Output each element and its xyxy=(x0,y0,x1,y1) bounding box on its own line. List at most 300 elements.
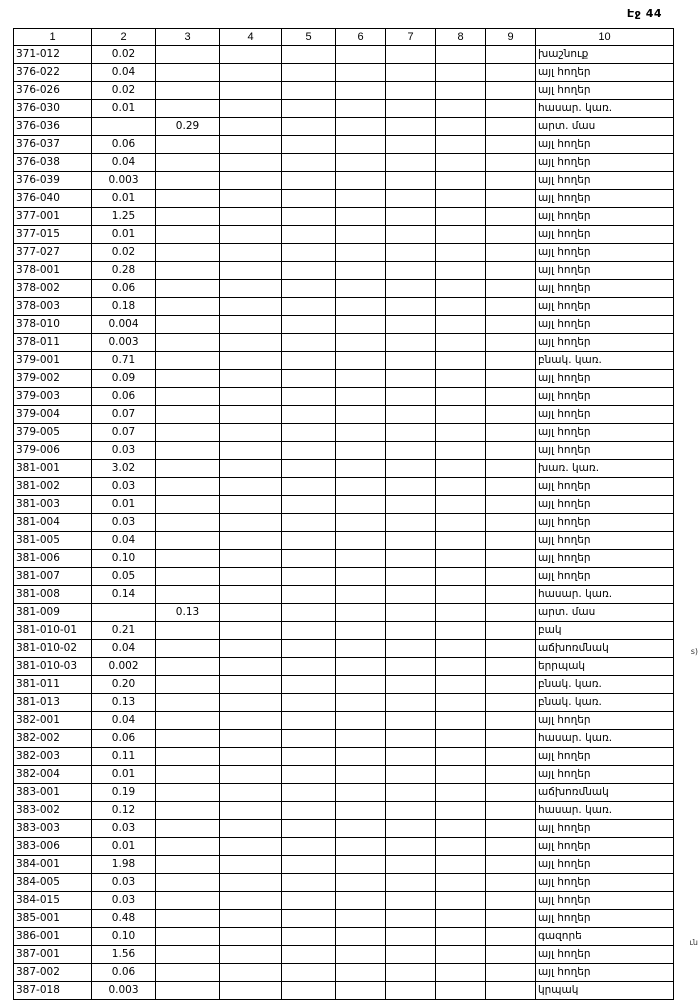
table-row xyxy=(14,100,674,118)
cell-empty-col9 xyxy=(486,226,536,244)
cell-empty-col9 xyxy=(486,892,536,910)
cell-area-col3 xyxy=(156,802,220,820)
cell-area-col3: 0.29 xyxy=(156,118,220,136)
cell-empty-col8 xyxy=(436,172,486,190)
cell-empty-col8 xyxy=(436,658,486,676)
cell-area-col3 xyxy=(156,460,220,478)
cell-empty-col7 xyxy=(386,820,436,838)
cell-empty-col9 xyxy=(486,172,536,190)
cell-empty-col4 xyxy=(220,406,282,424)
cell-empty-col6 xyxy=(336,910,386,928)
cell-empty-col9 xyxy=(486,262,536,280)
cell-empty-col9 xyxy=(486,82,536,100)
cell-area-col3 xyxy=(156,874,220,892)
cell-land-use-note: այլ հողեր xyxy=(536,496,674,514)
cell-empty-col7 xyxy=(386,100,436,118)
cell-empty-col4 xyxy=(220,802,282,820)
cell-area-col3 xyxy=(156,136,220,154)
cell-parcel-code: 381-010-01 xyxy=(14,622,92,640)
cell-empty-col7 xyxy=(386,676,436,694)
cell-area-col2: 0.48 xyxy=(92,910,156,928)
column-header-3: 3 xyxy=(156,29,220,46)
cell-empty-col5 xyxy=(282,550,336,568)
cell-empty-col4 xyxy=(220,946,282,964)
column-header-8: 8 xyxy=(436,29,486,46)
cell-empty-col9 xyxy=(486,460,536,478)
cell-empty-col8 xyxy=(436,532,486,550)
cell-area-col3 xyxy=(156,280,220,298)
cell-parcel-code: 381-010-03 xyxy=(14,658,92,676)
cell-empty-col6 xyxy=(336,964,386,982)
cell-empty-col5 xyxy=(282,442,336,460)
cell-empty-col7 xyxy=(386,910,436,928)
cell-empty-col5 xyxy=(282,298,336,316)
table-row xyxy=(14,136,674,154)
cell-parcel-code: 381-009 xyxy=(14,604,92,622)
cell-parcel-code: 377-001 xyxy=(14,208,92,226)
cell-land-use-note: հասար. կառ. xyxy=(536,586,674,604)
cell-land-use-note: այլ հողեր xyxy=(536,316,674,334)
cell-area-col2: 0.03 xyxy=(92,874,156,892)
cell-parcel-code: 376-039 xyxy=(14,172,92,190)
cell-empty-col6 xyxy=(336,388,386,406)
cell-empty-col9 xyxy=(486,388,536,406)
cell-land-use-note: այլ հողեր xyxy=(536,892,674,910)
cell-empty-col9 xyxy=(486,928,536,946)
cell-empty-col8 xyxy=(436,388,486,406)
cell-empty-col9 xyxy=(486,748,536,766)
cell-empty-col4 xyxy=(220,190,282,208)
cell-parcel-code: 377-015 xyxy=(14,226,92,244)
cell-empty-col5 xyxy=(282,820,336,838)
cell-empty-col7 xyxy=(386,406,436,424)
cell-parcel-code: 377-027 xyxy=(14,244,92,262)
table-row xyxy=(14,118,674,136)
table-row xyxy=(14,172,674,190)
cell-parcel-code: 378-010 xyxy=(14,316,92,334)
cell-empty-col5 xyxy=(282,838,336,856)
cell-empty-col5 xyxy=(282,334,336,352)
cell-land-use-note: այլ հողեր xyxy=(536,406,674,424)
cell-empty-col5 xyxy=(282,244,336,262)
table-row xyxy=(14,424,674,442)
cell-land-use-note: այլ հողեր xyxy=(536,946,674,964)
cell-empty-col9 xyxy=(486,298,536,316)
column-header-2: 2 xyxy=(92,29,156,46)
cell-area-col3 xyxy=(156,568,220,586)
table-row xyxy=(14,856,674,874)
cell-empty-col6 xyxy=(336,100,386,118)
cell-empty-col4 xyxy=(220,748,282,766)
cell-empty-col4 xyxy=(220,64,282,82)
cell-empty-col7 xyxy=(386,64,436,82)
cell-empty-col7 xyxy=(386,856,436,874)
cell-empty-col4 xyxy=(220,46,282,64)
cell-land-use-note: գազորե xyxy=(536,928,674,946)
cell-empty-col4 xyxy=(220,640,282,658)
cell-empty-col7 xyxy=(386,784,436,802)
cell-empty-col9 xyxy=(486,442,536,460)
cell-empty-col6 xyxy=(336,298,386,316)
cell-land-use-note: արտ. մաս xyxy=(536,604,674,622)
cell-parcel-code: 381-006 xyxy=(14,550,92,568)
cell-empty-col8 xyxy=(436,118,486,136)
cell-empty-col7 xyxy=(386,370,436,388)
cell-land-use-note: խառ. կառ. xyxy=(536,460,674,478)
cell-empty-col8 xyxy=(436,406,486,424)
cell-empty-col6 xyxy=(336,784,386,802)
cell-land-use-note: հասար. կառ. xyxy=(536,100,674,118)
table-row xyxy=(14,316,674,334)
table-row xyxy=(14,802,674,820)
cell-land-use-note: այլ հողեր xyxy=(536,154,674,172)
column-header-10: 10 xyxy=(536,29,674,46)
cell-area-col2: 0.07 xyxy=(92,406,156,424)
cell-empty-col8 xyxy=(436,640,486,658)
table-row xyxy=(14,748,674,766)
cell-empty-col9 xyxy=(486,874,536,892)
cell-empty-col6 xyxy=(336,478,386,496)
cell-parcel-code: 378-011 xyxy=(14,334,92,352)
cell-empty-col5 xyxy=(282,280,336,298)
cell-land-use-note: բակ xyxy=(536,622,674,640)
cell-empty-col5 xyxy=(282,748,336,766)
cell-empty-col5 xyxy=(282,856,336,874)
cell-empty-col4 xyxy=(220,154,282,172)
cell-empty-col4 xyxy=(220,658,282,676)
cell-empty-col4 xyxy=(220,316,282,334)
cell-land-use-note: այլ հողեր xyxy=(536,388,674,406)
table-row xyxy=(14,928,674,946)
cell-empty-col6 xyxy=(336,694,386,712)
cell-empty-col5 xyxy=(282,190,336,208)
cell-area-col3 xyxy=(156,838,220,856)
cell-land-use-note: այլ հողեր xyxy=(536,856,674,874)
cell-empty-col9 xyxy=(486,406,536,424)
cell-empty-col5 xyxy=(282,46,336,64)
table-row xyxy=(14,586,674,604)
cell-empty-col8 xyxy=(436,208,486,226)
cell-empty-col9 xyxy=(486,46,536,64)
cell-land-use-note: աճխոռմնակ xyxy=(536,784,674,802)
cell-empty-col8 xyxy=(436,622,486,640)
cell-land-use-note: արտ. մաս xyxy=(536,118,674,136)
cell-area-col2: 0.10 xyxy=(92,550,156,568)
cell-empty-col9 xyxy=(486,712,536,730)
table-row xyxy=(14,532,674,550)
cell-empty-col7 xyxy=(386,388,436,406)
cell-area-col2: 0.03 xyxy=(92,442,156,460)
cell-empty-col8 xyxy=(436,964,486,982)
cell-land-use-note: այլ հողեր xyxy=(536,208,674,226)
cell-parcel-code: 382-001 xyxy=(14,712,92,730)
cell-empty-col4 xyxy=(220,820,282,838)
table-row xyxy=(14,64,674,82)
cell-land-use-note: այլ հողեր xyxy=(536,82,674,100)
cell-area-col3 xyxy=(156,586,220,604)
cell-empty-col9 xyxy=(486,118,536,136)
cell-empty-col6 xyxy=(336,568,386,586)
cell-area-col2: 3.02 xyxy=(92,460,156,478)
cell-land-use-note: հասար. կառ. xyxy=(536,802,674,820)
cell-parcel-code: 384-015 xyxy=(14,892,92,910)
cell-empty-col7 xyxy=(386,892,436,910)
cell-land-use-note: այլ հողեր xyxy=(536,874,674,892)
table-row xyxy=(14,766,674,784)
cell-empty-col6 xyxy=(336,658,386,676)
cell-empty-col8 xyxy=(436,442,486,460)
cell-empty-col5 xyxy=(282,730,336,748)
cell-area-col3 xyxy=(156,694,220,712)
cell-empty-col4 xyxy=(220,568,282,586)
cell-empty-col8 xyxy=(436,64,486,82)
cell-area-col3 xyxy=(156,550,220,568)
column-header-5: 5 xyxy=(282,29,336,46)
cell-empty-col8 xyxy=(436,424,486,442)
cell-area-col3 xyxy=(156,514,220,532)
cell-empty-col7 xyxy=(386,928,436,946)
cell-empty-col5 xyxy=(282,694,336,712)
cell-empty-col6 xyxy=(336,712,386,730)
cell-empty-col4 xyxy=(220,136,282,154)
cell-area-col3 xyxy=(156,442,220,460)
cell-empty-col7 xyxy=(386,694,436,712)
cell-empty-col6 xyxy=(336,730,386,748)
cell-parcel-code: 376-030 xyxy=(14,100,92,118)
cell-empty-col4 xyxy=(220,766,282,784)
cell-land-use-note: այլ հողեր xyxy=(536,262,674,280)
cell-empty-col9 xyxy=(486,496,536,514)
cell-empty-col6 xyxy=(336,514,386,532)
cell-empty-col4 xyxy=(220,586,282,604)
cell-empty-col5 xyxy=(282,388,336,406)
cell-empty-col9 xyxy=(486,946,536,964)
cell-parcel-code: 379-002 xyxy=(14,370,92,388)
cell-empty-col5 xyxy=(282,208,336,226)
cell-empty-col7 xyxy=(386,838,436,856)
cell-empty-col4 xyxy=(220,298,282,316)
cell-empty-col8 xyxy=(436,190,486,208)
cell-land-use-note: այլ հողեր xyxy=(536,514,674,532)
cell-empty-col5 xyxy=(282,802,336,820)
cell-empty-col5 xyxy=(282,784,336,802)
cell-empty-col6 xyxy=(336,892,386,910)
cell-empty-col7 xyxy=(386,964,436,982)
table-row xyxy=(14,874,674,892)
cell-empty-col5 xyxy=(282,568,336,586)
cell-empty-col9 xyxy=(486,154,536,172)
cell-empty-col6 xyxy=(336,532,386,550)
cell-empty-col4 xyxy=(220,460,282,478)
cell-empty-col8 xyxy=(436,154,486,172)
cell-empty-col6 xyxy=(336,46,386,64)
cell-area-col3 xyxy=(156,964,220,982)
cell-empty-col6 xyxy=(336,424,386,442)
cell-area-col2: 0.12 xyxy=(92,802,156,820)
cell-area-col2: 0.01 xyxy=(92,190,156,208)
cell-empty-col4 xyxy=(220,964,282,982)
cell-area-col3 xyxy=(156,298,220,316)
cell-land-use-note: այլ հողեր xyxy=(536,568,674,586)
cell-empty-col6 xyxy=(336,928,386,946)
cell-area-col3 xyxy=(156,730,220,748)
cell-land-use-note: այլ հողեր xyxy=(536,226,674,244)
cell-land-use-note: աճխոռմնակ xyxy=(536,640,674,658)
cell-parcel-code: 371-012 xyxy=(14,46,92,64)
cell-empty-col4 xyxy=(220,496,282,514)
cell-empty-col7 xyxy=(386,334,436,352)
cell-empty-col8 xyxy=(436,586,486,604)
table-row xyxy=(14,730,674,748)
table-row xyxy=(14,910,674,928)
cell-empty-col6 xyxy=(336,838,386,856)
cell-empty-col8 xyxy=(436,82,486,100)
cell-area-col3 xyxy=(156,910,220,928)
cell-empty-col8 xyxy=(436,946,486,964)
cell-empty-col6 xyxy=(336,550,386,568)
cell-parcel-code: 376-036 xyxy=(14,118,92,136)
cell-empty-col6 xyxy=(336,136,386,154)
cell-area-col2 xyxy=(92,118,156,136)
cell-empty-col8 xyxy=(436,676,486,694)
cell-empty-col8 xyxy=(436,910,486,928)
cell-area-col3 xyxy=(156,496,220,514)
cell-empty-col5 xyxy=(282,892,336,910)
cell-empty-col7 xyxy=(386,262,436,280)
cell-area-col2: 1.25 xyxy=(92,208,156,226)
cell-empty-col9 xyxy=(486,334,536,352)
cell-empty-col7 xyxy=(386,298,436,316)
cell-empty-col4 xyxy=(220,676,282,694)
cell-empty-col9 xyxy=(486,820,536,838)
cell-area-col2: 0.13 xyxy=(92,694,156,712)
cell-empty-col9 xyxy=(486,676,536,694)
cell-empty-col5 xyxy=(282,262,336,280)
cell-empty-col7 xyxy=(386,46,436,64)
cell-empty-col9 xyxy=(486,730,536,748)
cell-empty-col5 xyxy=(282,946,336,964)
cell-empty-col7 xyxy=(386,748,436,766)
column-header-1: 1 xyxy=(14,29,92,46)
land-parcel-table xyxy=(13,28,674,1000)
cell-empty-col8 xyxy=(436,514,486,532)
cell-empty-col4 xyxy=(220,424,282,442)
cell-area-col3 xyxy=(156,820,220,838)
cell-empty-col9 xyxy=(486,244,536,262)
cell-empty-col6 xyxy=(336,460,386,478)
cell-area-col2: 0.20 xyxy=(92,676,156,694)
cell-empty-col8 xyxy=(436,46,486,64)
cell-area-col2: 1.98 xyxy=(92,856,156,874)
cell-land-use-note: այլ հողեր xyxy=(536,64,674,82)
cell-empty-col6 xyxy=(336,442,386,460)
cell-area-col2: 0.04 xyxy=(92,64,156,82)
cell-empty-col7 xyxy=(386,874,436,892)
margin-annotation: s) xyxy=(690,647,698,656)
cell-area-col2: 0.03 xyxy=(92,892,156,910)
cell-empty-col6 xyxy=(336,190,386,208)
cell-empty-col4 xyxy=(220,352,282,370)
cell-area-col2: 0.02 xyxy=(92,46,156,64)
table-row xyxy=(14,298,674,316)
cell-area-col2: 0.01 xyxy=(92,766,156,784)
cell-parcel-code: 379-004 xyxy=(14,406,92,424)
cell-parcel-code: 376-040 xyxy=(14,190,92,208)
cell-empty-col8 xyxy=(436,712,486,730)
cell-parcel-code: 387-001 xyxy=(14,946,92,964)
cell-area-col2: 0.07 xyxy=(92,424,156,442)
cell-area-col2: 0.71 xyxy=(92,352,156,370)
cell-empty-col6 xyxy=(336,118,386,136)
cell-empty-col7 xyxy=(386,316,436,334)
cell-empty-col6 xyxy=(336,820,386,838)
cell-empty-col5 xyxy=(282,406,336,424)
cell-area-col3 xyxy=(156,190,220,208)
cell-empty-col5 xyxy=(282,712,336,730)
cell-parcel-code: 381-011 xyxy=(14,676,92,694)
cell-empty-col6 xyxy=(336,802,386,820)
cell-area-col2: 0.004 xyxy=(92,316,156,334)
cell-empty-col9 xyxy=(486,550,536,568)
cell-land-use-note: այլ հողեր xyxy=(536,298,674,316)
cell-empty-col6 xyxy=(336,874,386,892)
cell-area-col3 xyxy=(156,928,220,946)
cell-empty-col7 xyxy=(386,802,436,820)
cell-area-col3 xyxy=(156,316,220,334)
cell-empty-col4 xyxy=(220,226,282,244)
cell-area-col3 xyxy=(156,352,220,370)
cell-empty-col4 xyxy=(220,928,282,946)
cell-area-col3 xyxy=(156,856,220,874)
cell-area-col2: 0.01 xyxy=(92,100,156,118)
cell-empty-col5 xyxy=(282,964,336,982)
cell-area-col2: 1.56 xyxy=(92,946,156,964)
cell-parcel-code: 381-005 xyxy=(14,532,92,550)
table-row xyxy=(14,460,674,478)
cell-parcel-code: 381-004 xyxy=(14,514,92,532)
cell-land-use-note: այլ հողեր xyxy=(536,370,674,388)
cell-area-col3 xyxy=(156,946,220,964)
cell-area-col3 xyxy=(156,226,220,244)
cell-empty-col4 xyxy=(220,100,282,118)
cell-empty-col5 xyxy=(282,82,336,100)
cell-empty-col6 xyxy=(336,154,386,172)
cell-empty-col7 xyxy=(386,226,436,244)
cell-empty-col5 xyxy=(282,136,336,154)
cell-empty-col4 xyxy=(220,892,282,910)
cell-empty-col6 xyxy=(336,352,386,370)
cell-empty-col5 xyxy=(282,496,336,514)
cell-parcel-code: 379-005 xyxy=(14,424,92,442)
cell-area-col3: 0.13 xyxy=(156,604,220,622)
cell-empty-col7 xyxy=(386,730,436,748)
cell-empty-col7 xyxy=(386,568,436,586)
cell-parcel-code: 376-026 xyxy=(14,82,92,100)
cell-empty-col8 xyxy=(436,352,486,370)
cell-parcel-code: 383-002 xyxy=(14,802,92,820)
cell-empty-col4 xyxy=(220,118,282,136)
cell-area-col2: 0.06 xyxy=(92,280,156,298)
cell-parcel-code: 381-010-02 xyxy=(14,640,92,658)
cell-empty-col9 xyxy=(486,784,536,802)
cell-area-col3 xyxy=(156,64,220,82)
cell-empty-col8 xyxy=(436,838,486,856)
cell-empty-col9 xyxy=(486,856,536,874)
cell-parcel-code: 382-002 xyxy=(14,730,92,748)
cell-area-col3 xyxy=(156,172,220,190)
cell-area-col3 xyxy=(156,748,220,766)
cell-area-col2: 0.02 xyxy=(92,244,156,262)
